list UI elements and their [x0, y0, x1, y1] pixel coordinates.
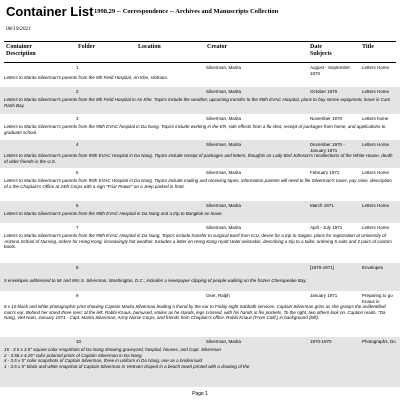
page-number: Page 1 — [192, 391, 208, 397]
creator-cell: Silverman, Marita — [206, 339, 242, 344]
date-cell: August - September 1970 — [310, 65, 351, 76]
column-header-creator: Creator — [207, 44, 228, 50]
creator-cell: Silverman, Marita — [206, 170, 242, 175]
folder-cell: 8 — [76, 265, 79, 270]
report-title: Container List — [6, 4, 94, 19]
title-cell: Envelopes — [362, 265, 384, 270]
creator-cell: Silverman, Marita — [206, 116, 242, 121]
description-cell: Letters to Marita Silverman's parents from the 95th EVAC Hospital in Da Nang. Topics include transfer to surgical ward from ICU, desire for a trip to Saigon, plans for registration at University of Arizona School of Nursing, orders for Hong Kong, increasingly hot weather. Includes a letter on Hong Kong Hyatt Hotel onionskin, describing a trip to a tailor, ordering 5 suits and 2 pairs of custom boots. — [4, 233, 392, 250]
creator-cell: Silverman, Marita — [206, 89, 242, 94]
table-row — [0, 168, 400, 201]
column-header-title: Title — [362, 44, 374, 50]
date-cell: November 1970 — [310, 116, 343, 121]
column-header-location: Location — [138, 44, 161, 50]
folder-cell: 2 — [76, 89, 79, 94]
description-cell: Letters to Marita Silverman's parents from the 95th EVAC Hospital in Da Nang and a trip to Bangkok on leave. — [4, 211, 223, 216]
title-cell: Photographs, Do — [362, 339, 396, 344]
header-rule-top — [4, 41, 396, 42]
collection-title: 1998.29 -- Correspondence -- Archives and Manuscripts Collection — [94, 8, 279, 15]
table-row — [0, 140, 400, 168]
date-cell: April - July 1971 — [310, 225, 343, 230]
folder-cell: 6 — [76, 203, 79, 208]
description-cell: 8 x 10 black and white photographic print showing Captain Marita Silverman leading a friend by the ear to Friday night Sabbath services. Captain Silverman grins as she grasps the unidentified man's ear. Behind her stand three men; at the left, Rabbi Knaus, bemused, smiles as he stands, legs crossed, with his hands in his pockets. To the right, two others look on. Caption reads, "Da Nang, Viet Nam, January 1971 - Capt. Marita Silverman, Army Nurse Corps, and friends from Chaplain's office. Rabbi Knaus (From Calif.) in background (left). — [4, 304, 386, 321]
title-cell: Letters Home — [362, 203, 390, 208]
column-header-date — [310, 44, 332, 58]
creator-cell: Silverman, Marita — [206, 203, 242, 208]
table-row — [0, 263, 400, 291]
date-cell: October 1970 — [310, 89, 338, 94]
description-cell: Letters to Marita Silverman's parents from 95th EVAC Hospital in Da Nang. Topics include receipt of packages and letters, thoughts on Lady Bird Johnson's recollections of the White House, death of older friends in the U.S. — [4, 153, 393, 164]
creator-cell: Silverman, Marita — [206, 142, 242, 147]
report-date: 08/19/2021 — [6, 26, 32, 32]
title-cell: Letters Home — [362, 170, 390, 175]
title-cell: Letters Home — [362, 65, 390, 70]
table-row — [0, 114, 400, 140]
creator-cell: Oser, Ralph — [206, 293, 230, 298]
column-header-subjects-label: Subjects — [310, 51, 332, 57]
folder-cell: 1 — [76, 65, 79, 70]
creator-cell: Silverman, Marita — [206, 65, 242, 70]
folder-cell: 5 — [76, 170, 79, 175]
date-cell: [1970-1971] — [310, 265, 335, 270]
column-header-folder: Folder — [78, 44, 95, 50]
title-cell: Letters home — [362, 116, 389, 121]
title-cell: Letters Home — [362, 89, 390, 94]
table-row — [0, 223, 400, 263]
table-row — [0, 87, 400, 114]
folder-cell: 3 — [76, 116, 79, 121]
container-list-table — [0, 63, 400, 387]
column-header-container — [6, 44, 36, 58]
folder-cell: 7 — [76, 225, 79, 230]
date-cell: February 1971 — [310, 170, 340, 175]
date-cell: January 1971 — [310, 293, 338, 298]
description-cell: Letters to Marita Silverman's parents from the 8th Field Hospital, An Khe, Vietnam. — [4, 75, 169, 80]
description-cell: Letters to Marita Silverman's parents from the 8th Field Hospital in An Khe. Topics include the weather, upcoming transfer to the 95th EVAC Hospital, plans to buy stereo equipment, leave in Cam Ranh Bay. — [4, 97, 391, 108]
description-cell: 5 envelopes addressed to Mr and Mrs S. Silverman, Washington, D.C.; includes a newspaper clipping of people walking on the frozen Chesapeake Bay. — [4, 278, 307, 283]
table-row — [0, 291, 400, 337]
table-row — [0, 63, 400, 87]
column-header-date-label: Date — [310, 44, 322, 50]
date-cell: December 1970 - January 1971 — [310, 142, 345, 153]
title-cell: Letters Home — [362, 142, 390, 147]
column-header-description-label: Description — [6, 51, 36, 57]
creator-cell: Silverman, Marita — [206, 225, 242, 230]
title-cell: Preparing to go Knaus in — [362, 293, 393, 304]
description-cell: Letters to Marita Silverman's parents from the 95th EVAC hospital in Da Nang. Topics include working in the ER, side effects from a flu shot, receipt of packages from home, and applications to graduate school. — [4, 124, 386, 135]
title-cell: Letters Home — [362, 225, 390, 230]
table-row — [0, 337, 400, 387]
description-cell: Letters to Marita Silverman's parents from 95th EVAC Hospital in Da Nang. Topics include mailing and receiving tapes, information parents will need to file Silverman's taxes, pay raise, description of a the Chaplain's Office at 24th Corps with a sign "Friar Power" on a Jeep parked in front. — [4, 178, 392, 189]
date-cell: March 1971 — [310, 203, 334, 208]
date-cell: 1970-1970 — [310, 339, 332, 344]
folder-cell: 10 — [76, 339, 82, 344]
folder-cell: 4 — [76, 142, 79, 147]
description-cell: 15 - 3.5 x 3.5" square color snapshots of Da Nang showing graveyard, hospital, houses, and Capt. Silverman 2 - 3.56 x 4.25" color polaroid prints of Captain Silverman in Da Nang 4 - 3.5 x 5" color snapshots of Captain Silverman, three in uniform in Da Nang, one as a bridesmaid 1 - 3.5 x 5" black and white snapshot of Captain Silverman in Vietnam draped in a beach towel printed with a drawing of the — [4, 347, 250, 369]
folder-cell: 9 — [76, 293, 79, 298]
table-row — [0, 201, 400, 223]
column-header-container-label: Container — [6, 44, 32, 50]
